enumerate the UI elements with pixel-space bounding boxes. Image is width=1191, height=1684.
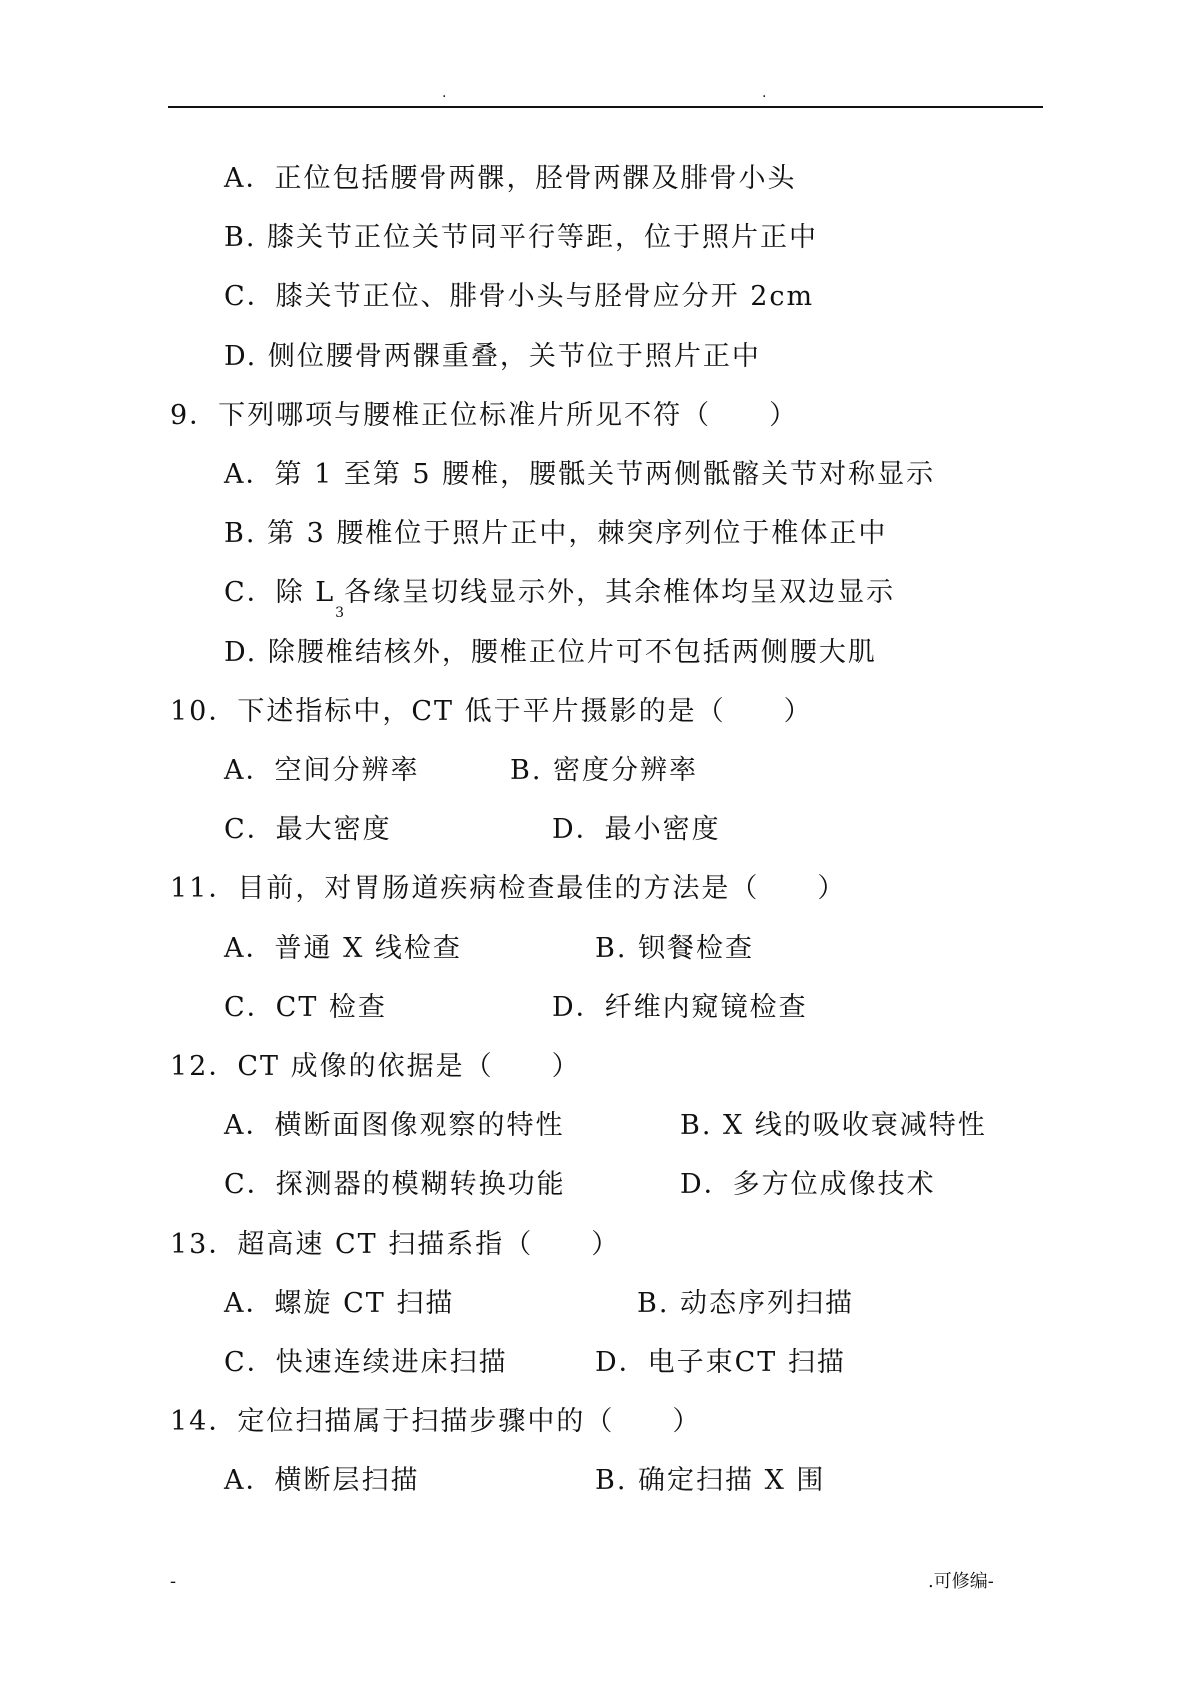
question-line: 9．下列哪项与腰椎正位标准片所见不符（ ） (170, 400, 799, 431)
option-text: C．除 L (224, 577, 336, 608)
option-line: C．膝关节正位、腓骨小头与胫骨应分开 2cm (224, 281, 815, 312)
header-rule (168, 106, 1043, 108)
footer-left: - (170, 1571, 177, 1592)
question-line: 10．下述指标中，CT 低于平片摄影的是（ ） (170, 696, 813, 727)
question-line: 12．CT 成像的依据是（ ） (170, 1051, 581, 1082)
option-line: B. 动态序列扫描 (637, 1288, 855, 1319)
option-line: B. 钡餐检查 (595, 933, 755, 964)
option-line: A．第 1 至第 5 腰椎，腰骶关节两侧骶髂关节对称显示 (224, 459, 936, 490)
option-line: C．快速连续进床扫描 (224, 1347, 508, 1378)
option-line: D．电子束CT 扫描 (595, 1347, 846, 1378)
question-line: 11．目前，对胃肠道疾病检查最佳的方法是（ ） (170, 873, 847, 904)
option-line: B. 膝关节正位关节同平行等距，位于照片正中 (224, 222, 819, 253)
option-line: B. 第 3 腰椎位于照片正中，棘突序列位于椎体正中 (224, 518, 888, 549)
option-line: D．纤维内窥镜检查 (552, 992, 808, 1023)
option-line: A．螺旋 CT 扫描 (224, 1288, 455, 1319)
footer-right: .可修编- (928, 1571, 994, 1592)
option-text: 各缘呈切线显示外，其余椎体均呈双边显示 (344, 577, 896, 608)
option-line: C．探测器的模糊转换功能 (224, 1169, 566, 1200)
option-line: B. 密度分辨率 (510, 755, 699, 786)
option-line: C．CT 检查 (224, 992, 387, 1023)
option-line: D. 除腰椎结核外，腰椎正位片可不包括两侧腰大肌 (224, 637, 877, 668)
header-dot-right: . (762, 85, 767, 101)
question-line: 13．超高速 CT 扫描系指（ ） (170, 1229, 621, 1260)
question-line: 14．定位扫描属于扫描步骤中的（ ） (170, 1406, 702, 1437)
option-line: A．空间分辨率 (224, 755, 420, 786)
option-line: D．最小密度 (552, 814, 721, 845)
option-line: C．最大密度 (224, 814, 392, 845)
option-line: B. X 线的吸收衰减特性 (680, 1110, 987, 1141)
option-line: D. 侧位腰骨两髁重叠，关节位于照片正中 (224, 341, 761, 372)
subscript: 3 (335, 605, 345, 621)
option-line: A．正位包括腰骨两髁，胫骨两髁及腓骨小头 (224, 163, 797, 194)
option-line: A．普通 X 线检查 (224, 933, 462, 964)
option-line: A．横断层扫描 (224, 1465, 420, 1496)
option-line (224, 576, 896, 621)
option-line: A．横断面图像观察的特性 (224, 1110, 565, 1141)
header-dot-left: . (442, 85, 447, 101)
option-line: B. 确定扫描 X 围 (595, 1465, 826, 1496)
option-line: D．多方位成像技术 (680, 1169, 936, 1200)
